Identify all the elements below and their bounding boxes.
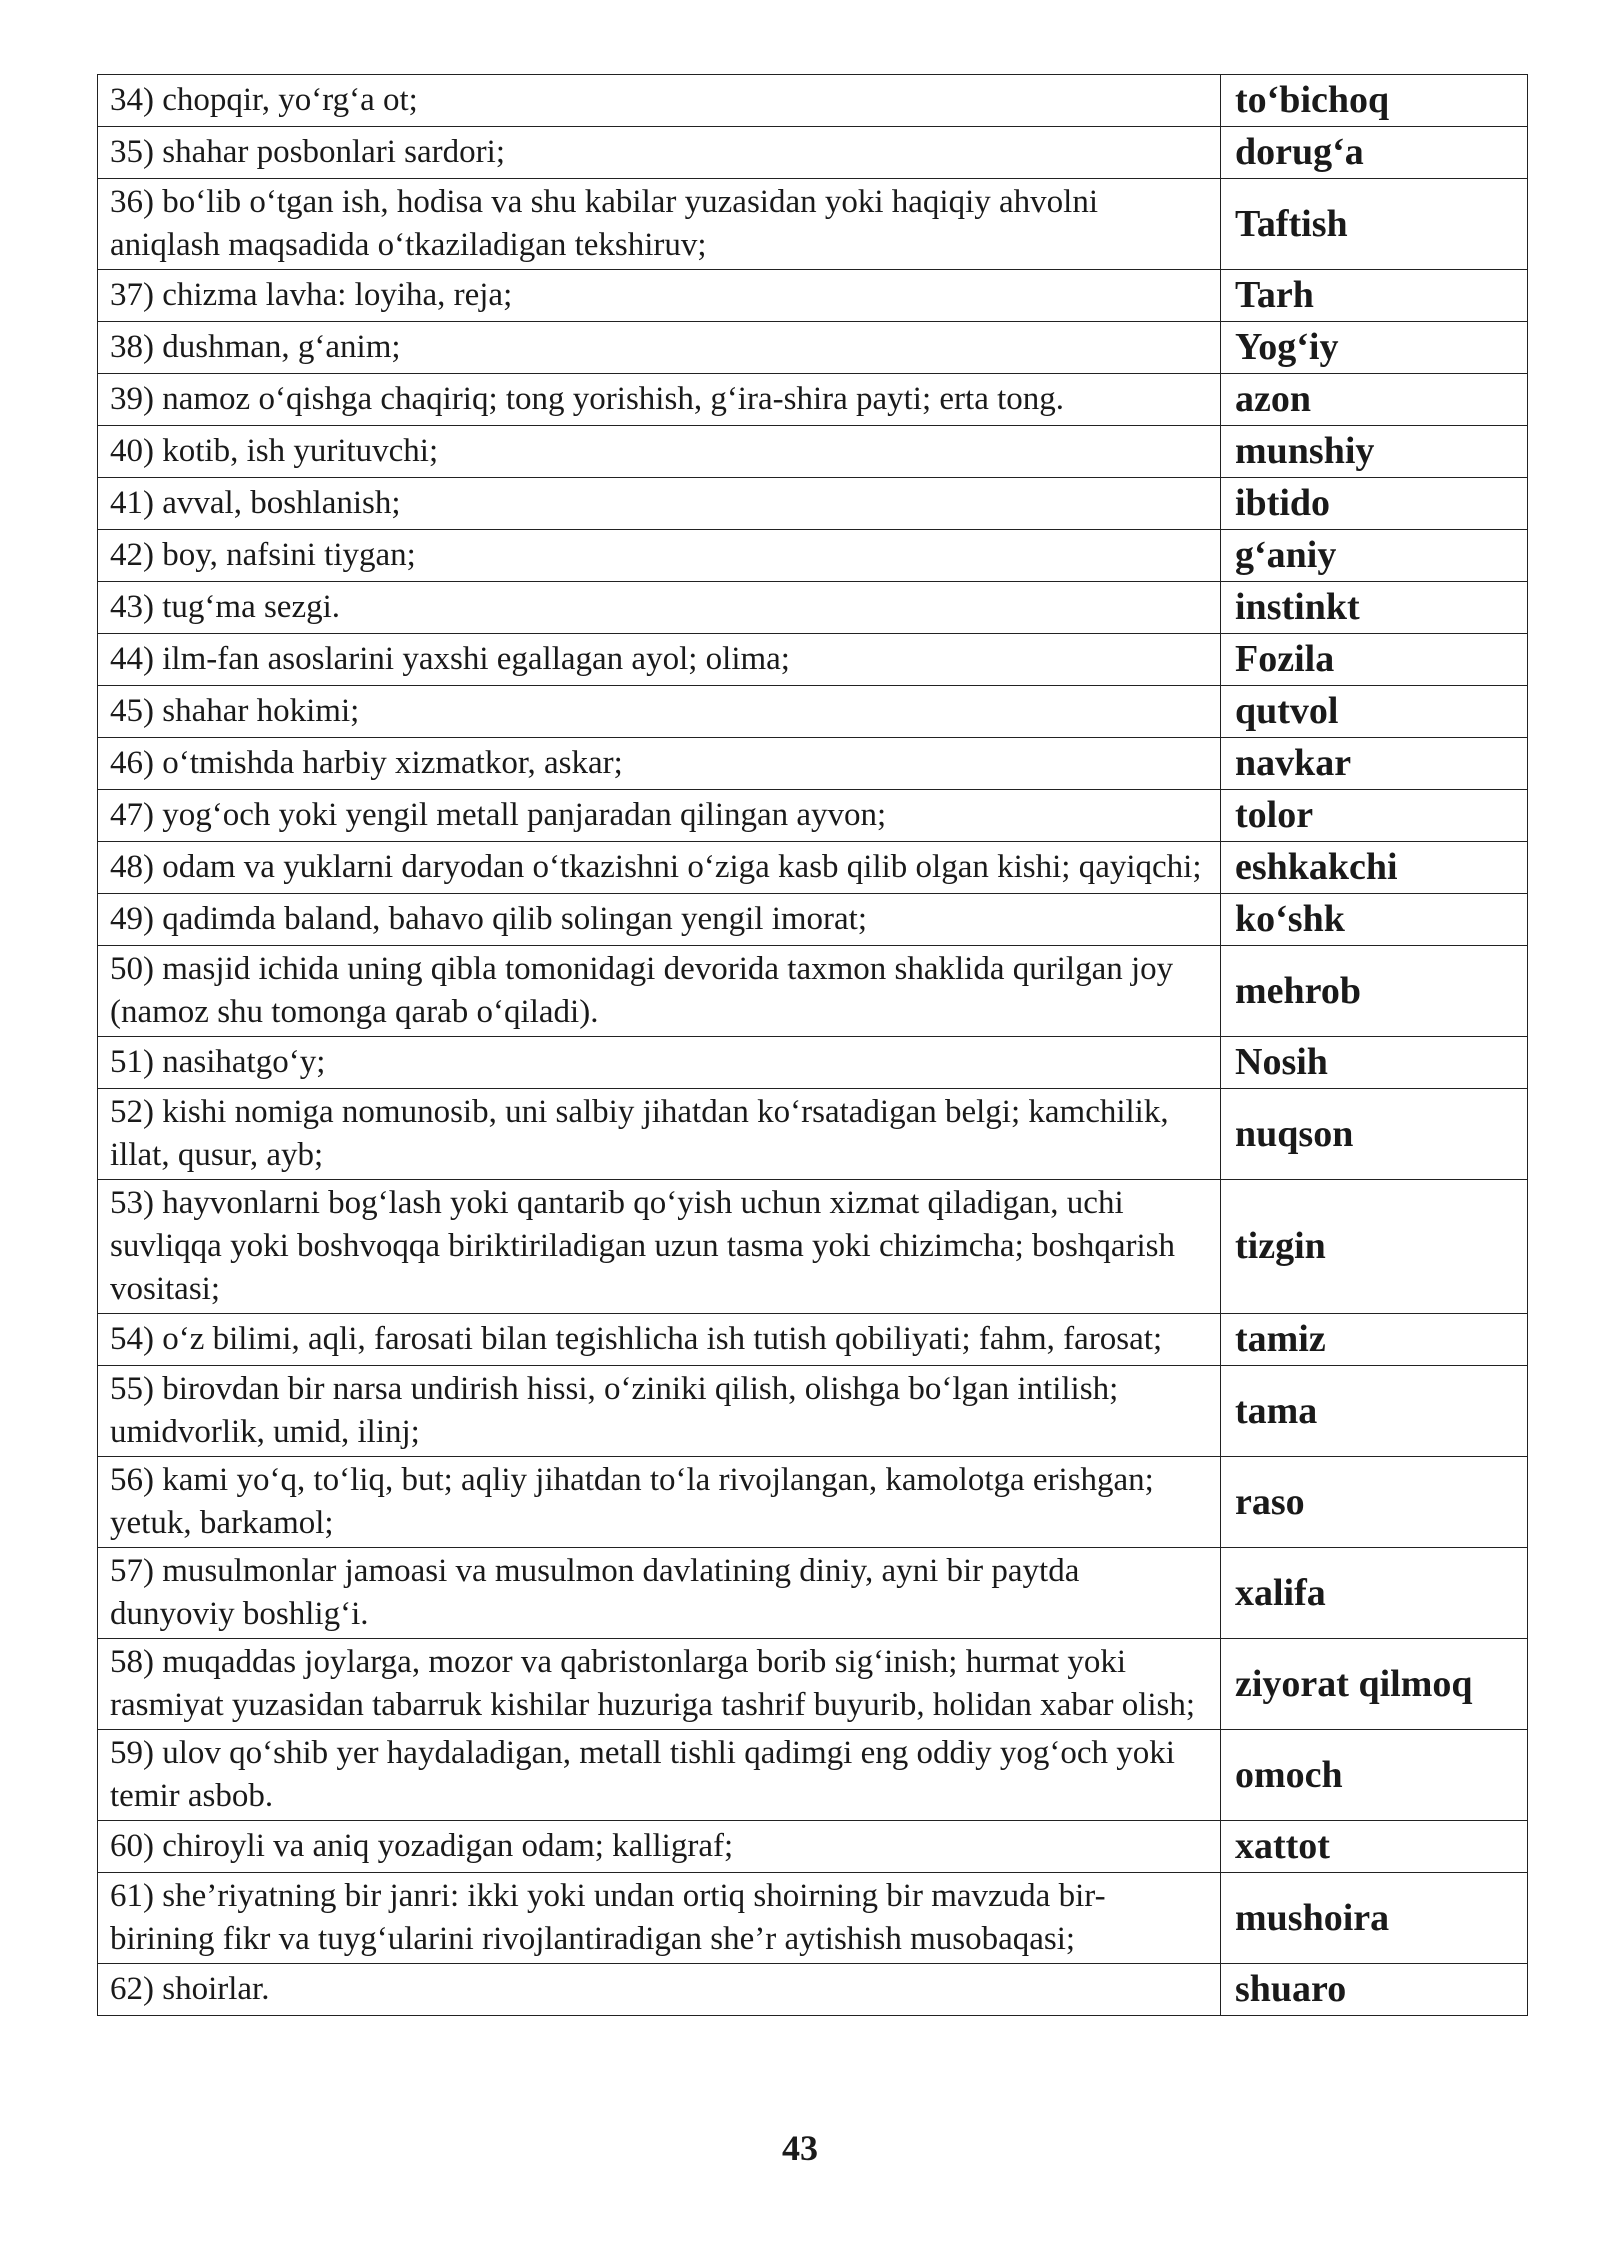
term-cell: g‘aniy [1221,530,1528,582]
term-cell: instinkt [1221,582,1528,634]
term-cell: Yog‘iy [1221,322,1528,374]
term-cell: eshkakchi [1221,842,1528,894]
term-cell: tizgin [1221,1180,1528,1314]
table-row [98,322,1528,374]
table-row [98,686,1528,738]
term-cell: tama [1221,1366,1528,1457]
term-cell: navkar [1221,738,1528,790]
table-row [98,1314,1528,1366]
glossary-table-body [98,75,1528,2016]
table-row [98,426,1528,478]
term-cell: raso [1221,1457,1528,1548]
term-cell: Taftish [1221,179,1528,270]
table-row [98,270,1528,322]
definition-cell: 47) yog‘och yoki yengil metall panjaradan qilingan ayvon; [98,790,1221,842]
definition-cell: 45) shahar hokimi; [98,686,1221,738]
definition-cell: 44) ilm-fan asoslarini yaxshi egallagan ayol; olima; [98,634,1221,686]
table-row [98,582,1528,634]
definition-cell: 48) odam va yuklarni daryodan o‘tkazishni o‘ziga kasb qilib olgan kishi; qayiqchi; [98,842,1221,894]
definition-cell: 60) chiroyli va aniq yozadigan odam; kalligraf; [98,1821,1221,1873]
table-row [98,894,1528,946]
table-row [98,634,1528,686]
table-row [98,1964,1528,2016]
term-cell: Tarh [1221,270,1528,322]
definition-cell: 49) qadimda baland, bahavo qilib solingan yengil imorat; [98,894,1221,946]
table-row [98,127,1528,179]
table-row [98,374,1528,426]
definition-cell: 59) ulov qo‘shib yer haydaladigan, metall tishli qadimgi eng oddiy yog‘och yoki temir asbob. [98,1730,1221,1821]
definition-cell: 35) shahar posbonlari sardori; [98,127,1221,179]
term-cell: Nosih [1221,1037,1528,1089]
definition-cell: 41) avval, boshlanish; [98,478,1221,530]
definition-cell: 34) chopqir, yo‘rg‘a ot; [98,75,1221,127]
table-row [98,842,1528,894]
table-row [98,1639,1528,1730]
term-cell: tolor [1221,790,1528,842]
definition-cell: 40) kotib, ish yurituvchi; [98,426,1221,478]
definition-cell: 56) kami yo‘q, to‘liq, but; aqliy jihatdan to‘la rivojlangan, kamolotga erishgan; yetuk, barkamol; [98,1457,1221,1548]
term-cell: nuqson [1221,1089,1528,1180]
definition-cell: 50) masjid ichida uning qibla tomonidagi devorida taxmon shaklida qurilgan joy (namoz shu tomonga qarab o‘qiladi). [98,946,1221,1037]
term-cell: mehrob [1221,946,1528,1037]
table-row [98,1730,1528,1821]
definition-cell: 42) boy, nafsini tiygan; [98,530,1221,582]
term-cell: shuaro [1221,1964,1528,2016]
definition-cell: 43) tug‘ma sezgi. [98,582,1221,634]
table-row [98,946,1528,1037]
definition-cell: 57) musulmonlar jamoasi va musulmon davlatining diniy, ayni bir paytda dunyoviy boshlig‘i. [98,1548,1221,1639]
term-cell: ziyorat qilmoq [1221,1639,1528,1730]
table-row [98,1037,1528,1089]
definition-cell: 51) nasihatgo‘y; [98,1037,1221,1089]
definition-cell: 52) kishi nomiga nomunosib, uni salbiy jihatdan ko‘rsatadigan belgi; kamchilik, illat, qusur, ayb; [98,1089,1221,1180]
table-row [98,179,1528,270]
definition-cell: 62) shoirlar. [98,1964,1221,2016]
term-cell: to‘bichoq [1221,75,1528,127]
table-row [98,478,1528,530]
term-cell: xalifa [1221,1548,1528,1639]
term-cell: azon [1221,374,1528,426]
definition-cell: 58) muqaddas joylarga, mozor va qabristonlarga borib sig‘inish; hurmat yoki rasmiyat yuzasidan tabarruk kishilar huzuriga tashrif buyurib, holidan xabar olish; [98,1639,1221,1730]
table-row [98,75,1528,127]
table-row [98,1089,1528,1180]
table-row [98,738,1528,790]
term-cell: ko‘shk [1221,894,1528,946]
term-cell: qutvol [1221,686,1528,738]
table-row [98,1366,1528,1457]
table-row [98,1180,1528,1314]
definition-cell: 46) o‘tmishda harbiy xizmatkor, askar; [98,738,1221,790]
term-cell: ibtido [1221,478,1528,530]
definition-cell: 61) she’riyatning bir janri: ikki yoki undan ortiq shoirning bir mavzuda bir-birining fikr va tuyg‘ularini rivojlantiradigan she’r aytishish musobaqasi; [98,1873,1221,1964]
definition-cell: 39) namoz o‘qishga chaqiriq; tong yorishish, g‘ira-shira payti; erta tong. [98,374,1221,426]
term-cell: tamiz [1221,1314,1528,1366]
table-row [98,530,1528,582]
definition-cell: 38) dushman, g‘anim; [98,322,1221,374]
definition-cell: 55) birovdan bir narsa undirish hissi, o‘ziniki qilish, olishga bo‘lgan intilish; umidvorlik, umid, ilinj; [98,1366,1221,1457]
table-row [98,1548,1528,1639]
term-cell: munshiy [1221,426,1528,478]
table-row [98,790,1528,842]
definition-cell: 53) hayvonlarni bog‘lash yoki qantarib qo‘yish uchun xizmat qiladigan, uchi suvliqqa yoki boshvoqqa biriktiriladigan uzun tasma yoki chizimcha; boshqarish vositasi; [98,1180,1221,1314]
table-row [98,1457,1528,1548]
definition-cell: 54) o‘z bilimi, aqli, farosati bilan tegishlicha ish tutish qobiliyati; fahm, farosat; [98,1314,1221,1366]
term-cell: dorug‘a [1221,127,1528,179]
glossary-table [97,74,1528,2016]
term-cell: xattot [1221,1821,1528,1873]
term-cell: omoch [1221,1730,1528,1821]
page-number: 43 [782,2128,818,2168]
term-cell: mushoira [1221,1873,1528,1964]
term-cell: Fozila [1221,634,1528,686]
definition-cell: 36) bo‘lib o‘tgan ish, hodisa va shu kabilar yuzasidan yoki haqiqiy ahvolni aniqlash maqsadida o‘tkaziladigan tekshiruv; [98,179,1221,270]
definition-cell: 37) chizma lavha: loyiha, reja; [98,270,1221,322]
table-row [98,1873,1528,1964]
table-row [98,1821,1528,1873]
